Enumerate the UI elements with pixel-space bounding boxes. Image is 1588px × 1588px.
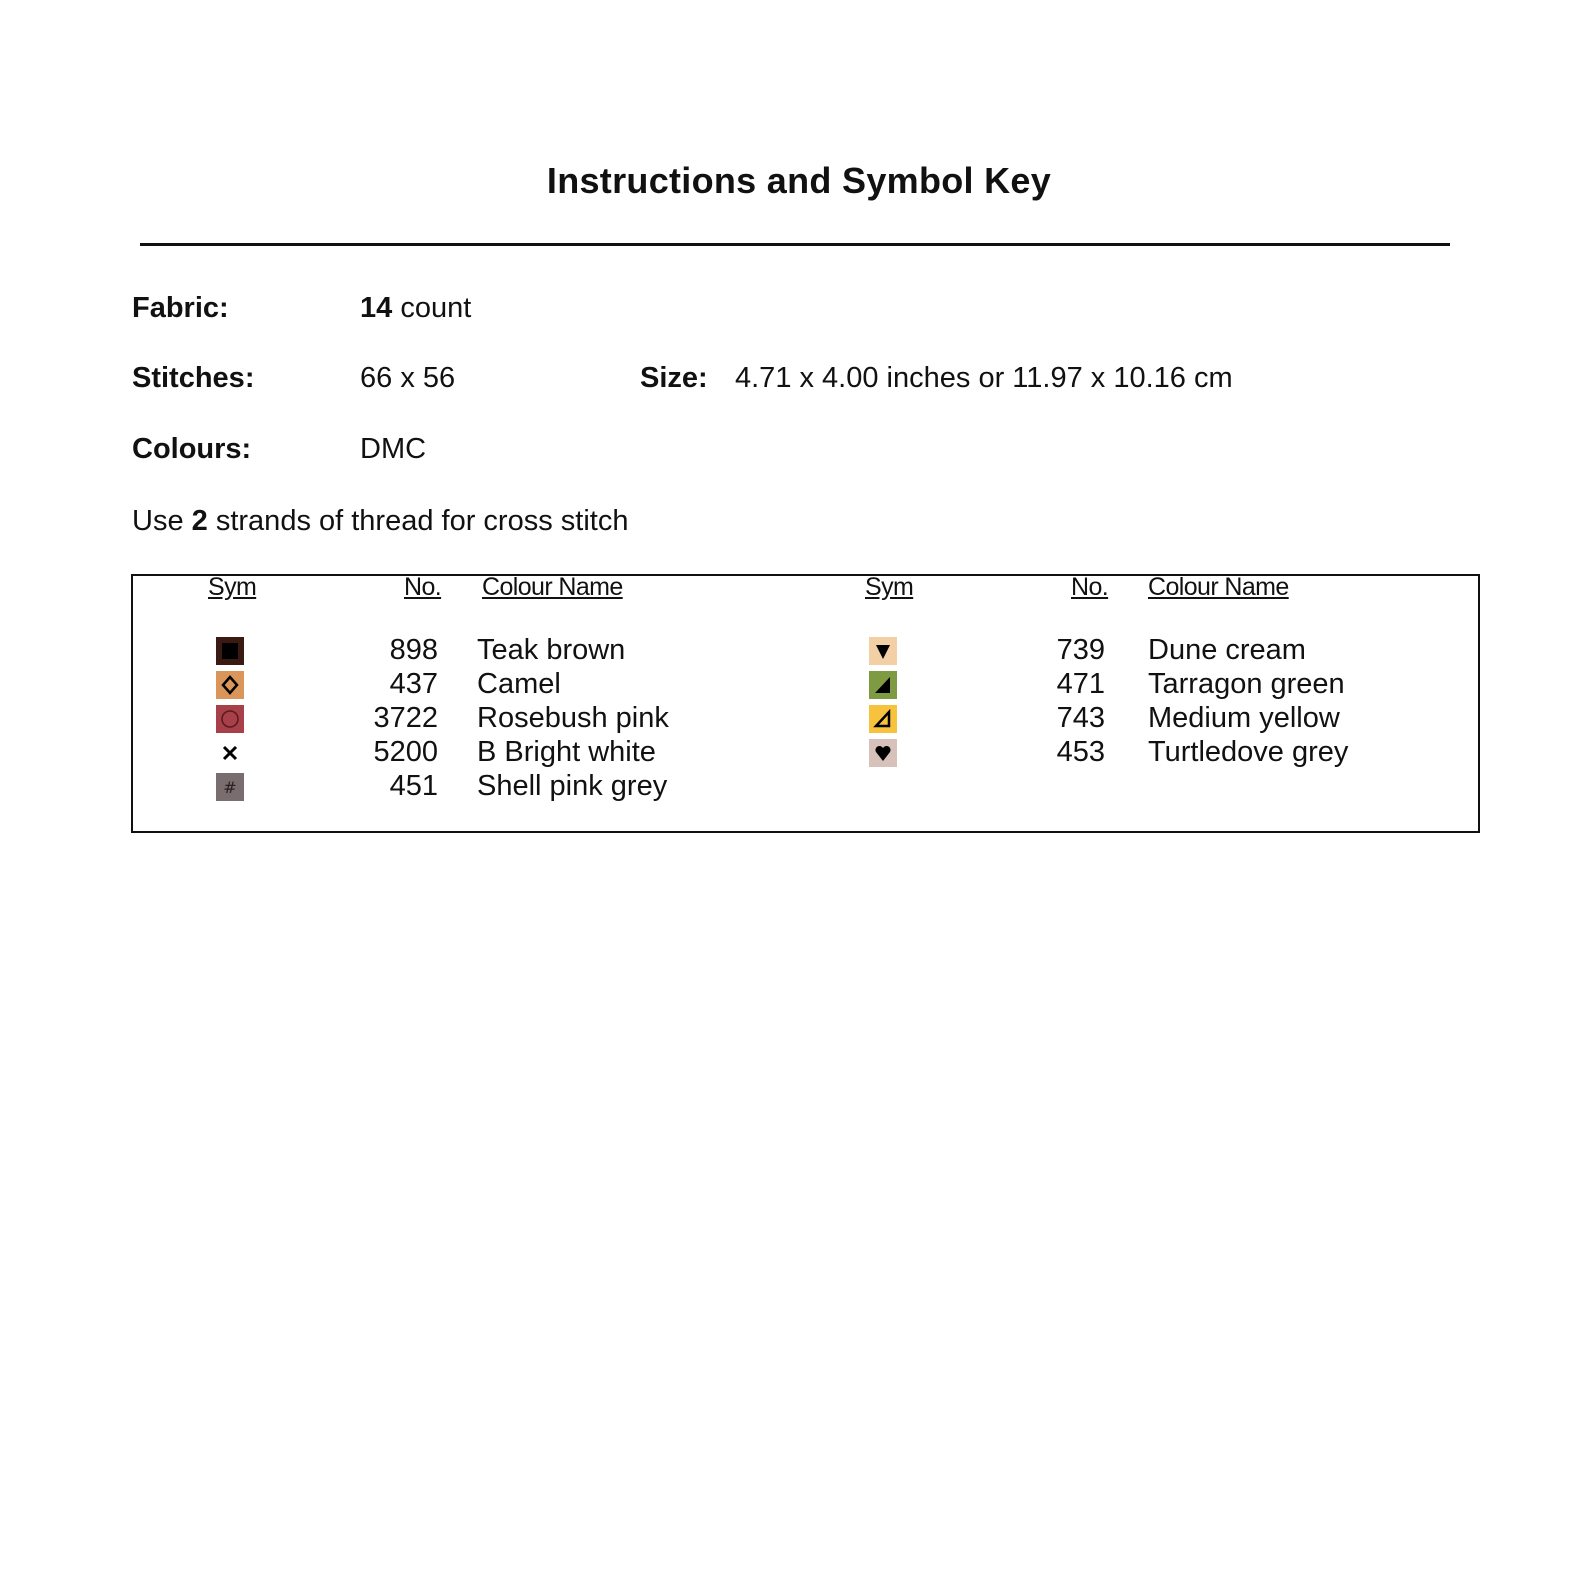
right-triangle-outline-icon	[869, 705, 897, 733]
circle-icon	[216, 705, 244, 733]
colour-name: Dune cream	[1148, 634, 1306, 666]
right-sym-header: Sym	[865, 573, 914, 601]
thread-number: 451	[389, 770, 438, 802]
colour-name: Medium yellow	[1148, 702, 1340, 734]
colour-name: Turtledove grey	[1148, 736, 1349, 768]
down-triangle-icon	[869, 637, 897, 665]
colour-name: Shell pink grey	[477, 770, 668, 802]
cross-icon	[216, 739, 244, 767]
page-title: Instructions and Symbol Key	[546, 160, 1052, 201]
thread-number: 3722	[373, 702, 438, 734]
colour-name: Tarragon green	[1148, 668, 1345, 700]
colour-name: Camel	[477, 668, 561, 700]
thread-number: 453	[1056, 736, 1105, 768]
left-no-header: No.	[404, 573, 442, 601]
heart-icon	[869, 739, 897, 767]
thread-number: 5200	[373, 736, 438, 768]
right-triangle-filled-icon	[869, 671, 897, 699]
filled-square-icon	[216, 637, 244, 665]
colour-name: Teak brown	[477, 634, 626, 666]
thread-number: 739	[1056, 634, 1105, 666]
thread-number: 437	[389, 668, 438, 700]
thread-number: 743	[1056, 702, 1105, 734]
thread-number: 898	[389, 634, 438, 666]
stitches-value: 66 x 56	[360, 362, 456, 394]
stitches-label: Stitches:	[132, 362, 255, 394]
diamond-icon	[216, 671, 244, 699]
left-name-header: Colour Name	[482, 573, 623, 601]
size-label: Size:	[640, 362, 708, 394]
right-no-header: No.	[1071, 573, 1109, 601]
size-value: 4.71 x 4.00 inches or 11.97 x 10.16 cm	[735, 362, 1233, 394]
colours-value: DMC	[360, 433, 427, 465]
fabric-label: Fabric:	[132, 292, 229, 324]
strands-instruction	[132, 505, 628, 538]
title-divider	[140, 243, 1450, 246]
left-sym-header: Sym	[208, 573, 257, 601]
fabric-unit: count	[400, 292, 472, 324]
hash-icon	[216, 773, 244, 801]
colour-name: Rosebush pink	[477, 702, 669, 734]
right-name-header: Colour Name	[1148, 573, 1289, 601]
fabric-value	[360, 292, 471, 325]
strands-count: 2	[191, 505, 208, 537]
strands-suffix: strands of thread for cross stitch	[215, 505, 629, 537]
svg-text:#: #	[223, 778, 237, 797]
colours-label: Colours:	[132, 433, 252, 465]
strands-prefix: Use	[132, 505, 184, 537]
colour-name: B Bright white	[477, 736, 656, 768]
thread-number: 471	[1056, 668, 1105, 700]
fabric-count: 14	[360, 292, 393, 324]
